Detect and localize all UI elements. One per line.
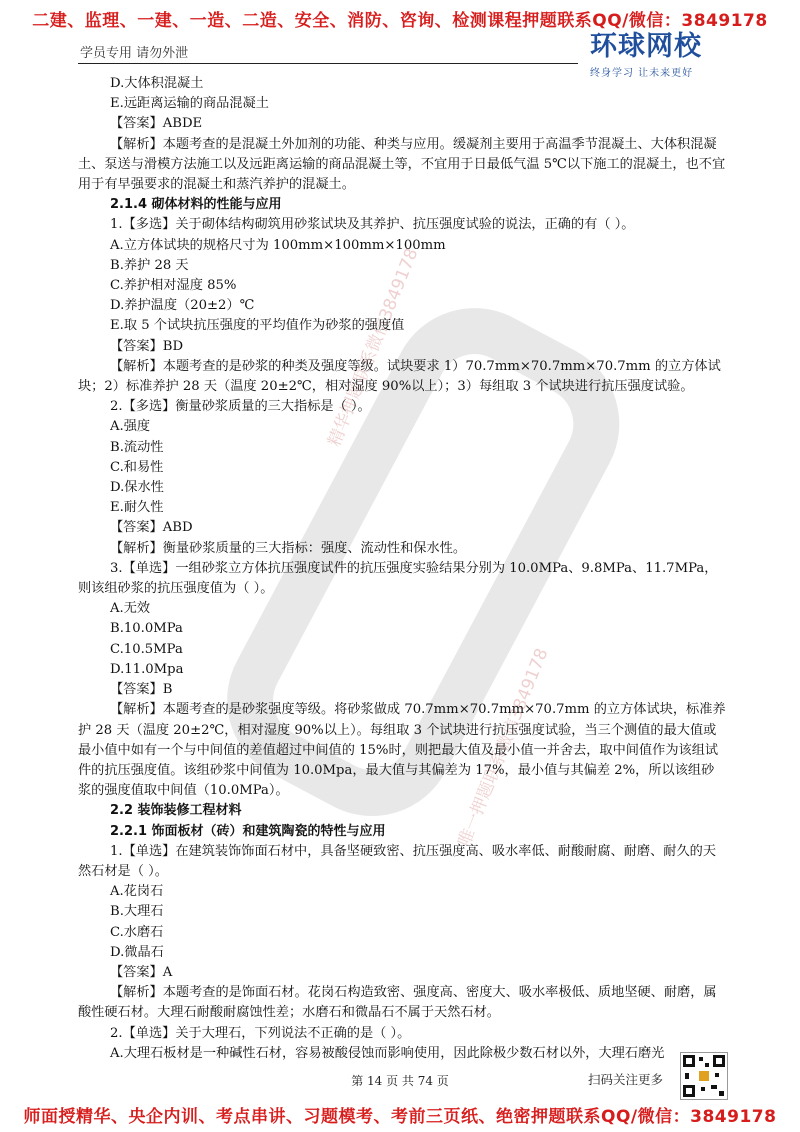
page-number: 第 14 页 共 74 页 xyxy=(351,1074,449,1088)
option-line: B.大理石 xyxy=(110,904,164,920)
option-line: B.10.0MPa xyxy=(110,621,183,637)
option-line: C.养护相对湿度 85% xyxy=(110,278,237,294)
answer-line: 【答案】A xyxy=(110,964,173,980)
option-line: D.保水性 xyxy=(110,480,164,496)
qr-code-graphic xyxy=(681,1053,727,1099)
analysis-paragraph: 【解析】本题考查的是砂浆强度等级。将砂浆做成 70.7mm×70.7mm×70.7mm 的立方体试块，标准养护 28 天（温度 20±2℃，相对湿度 90%以上）。每组取 3 个试块进行抗压强度试验，当三个测值的最大值或最小值中如有一个与中间值的差值超过中间值的 15%时，则把最大值及最小值一并舍去，取中间值作为该组试件的抗压强度值。该组砂浆中间值为 10.0Mpa，最大值与其偏差为 17%，最小值与其偏差 2%，所以该组砂浆的强度值取中间值（10.0MPa）。 xyxy=(78,702,726,799)
section-heading: 2.1.4 砌体材料的性能与应用 xyxy=(110,197,282,213)
analysis-paragraph: 【解析】本题考查的是混凝土外加剂的功能、种类与应用。缓凝剂主要用于高温季节混凝土、大体积混凝土、泵送与滑模方法施工以及远距离运输的商品混凝土等，不宜用于日最低气温 5℃以下施工的混凝土，也不宜用于有早强要求的混凝土和蒸汽养护的混凝土。 xyxy=(78,136,726,193)
section-heading: 2.2 装饰装修工程材料 xyxy=(110,803,242,819)
option-line: D.11.0Mpa xyxy=(110,661,184,677)
watermark-text-upper: 精华押题联系微信3849178 xyxy=(324,245,423,450)
answer-line: 【答案】B xyxy=(110,682,173,698)
option-line: A.强度 xyxy=(110,419,151,435)
analysis-paragraph: 【解析】本题考查的是砂浆的种类及强度等级。试块要求 1）70.7mm×70.7mm×70.7mm 的立方体试块；2）标准养护 28 天（温度 20±2℃，相对湿度 90%以上）；3）每组取 3 个试块进行抗压强度试验。 xyxy=(78,358,721,395)
text-line: E.远距离运输的商品混凝土 xyxy=(110,96,269,112)
answer-line: 【答案】ABD xyxy=(110,520,193,536)
bottom-promo-banner: 师面授精华、央企内训、考点串讲、习题模考、考前三页纸、绝密押题联系QQ/微信：3849178 xyxy=(23,1107,777,1127)
option-line: B.养护 28 天 xyxy=(110,257,189,273)
question-text: 1.【多选】关于砌体结构砌筑用砂浆试块及其养护、抗压强度试验的说法，正确的有（ ）。 xyxy=(110,217,635,233)
question-text: 2.【单选】关于大理石，下列说法不正确的是（ ）。 xyxy=(110,1025,411,1041)
option-line: A.花岗石 xyxy=(110,884,164,900)
qr-code-icon xyxy=(680,1052,728,1100)
logo-slogan: 终身学习 让未来更好 xyxy=(590,68,694,79)
option-line: D.微晶石 xyxy=(110,944,164,960)
text-line: D.大体积混凝土 xyxy=(110,76,204,91)
option-line: C.10.5MPa xyxy=(110,641,183,657)
logo-text: 环球网校 xyxy=(590,31,702,62)
analysis-paragraph: 【解析】本题考查的是饰面石材。花岗石构造致密、强度高、密度大、吸水率极低、质地坚硬、耐磨，属酸性硬石材。大理石耐酸耐腐蚀性差；水磨石和微晶石不属于天然石材。 xyxy=(78,985,717,1021)
option-line: E.耐久性 xyxy=(110,500,164,516)
option-line: C.和易性 xyxy=(110,459,164,475)
answer-line: 【答案】BD xyxy=(110,338,184,354)
document-body xyxy=(78,74,726,1064)
question-text: 3.【单选】一组砂浆立方体抗压强度试件的抗压强度实验结果分别为 10.0MPa、9.8MPa、11.7MPa，则该组砂浆的抗压强度值为（ ）。 xyxy=(78,560,718,597)
option-line: A.大理石板材是一种碱性石材，容易被酸侵蚀而影响使用，因此除极少数石材以外，大理石磨光 xyxy=(110,1045,665,1061)
answer-line: 【答案】ABDE xyxy=(110,116,203,132)
option-line: E.取 5 个试块抗压强度的平均值作为砂浆的强度值 xyxy=(110,318,405,334)
option-line: D.养护温度（20±2）℃ xyxy=(110,298,255,314)
option-line: B.流动性 xyxy=(110,439,164,455)
subsection-heading: 2.2.1 饰面板材（砖）和建筑陶瓷的特性与应用 xyxy=(110,823,386,839)
question-text: 2.【多选】衡量砂浆质量的三大指标是（ ）。 xyxy=(110,399,371,415)
question-text: 1.【单选】在建筑装饰饰面石材中，具备坚硬致密、抗压强度高、吸水率低、耐酸耐腐、耐磨、耐久的天然石材是（ ）。 xyxy=(78,843,717,879)
top-promo-banner: 二建、监理、一建、一造、二造、安全、消防、咨询、检测课程押题联系QQ/微信：3849178 xyxy=(32,11,768,31)
qr-caption: 扫码关注更多 xyxy=(588,1072,664,1087)
watermark-text-lower: 唯一押题联系微信3849178 xyxy=(454,645,553,850)
header-notice: 学员专用 请勿外泄 xyxy=(80,46,189,61)
analysis-paragraph: 【解析】衡量砂浆质量的三大指标：强度、流动性和保水性。 xyxy=(110,540,467,556)
header-divider xyxy=(78,63,578,64)
option-line: A.立方体试块的规格尺寸为 100mm×100mm×100mm xyxy=(110,237,446,253)
brand-logo xyxy=(590,32,735,79)
option-line: A.无效 xyxy=(110,601,151,617)
option-line: C.水磨石 xyxy=(110,924,164,940)
